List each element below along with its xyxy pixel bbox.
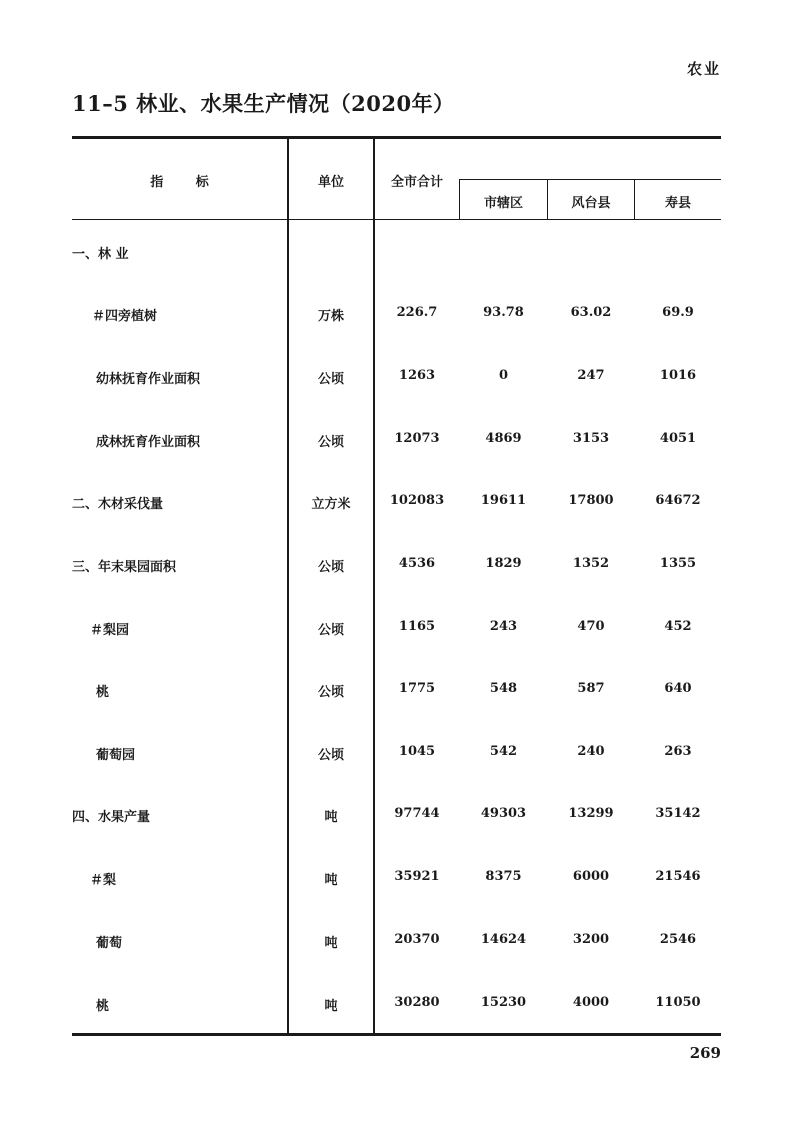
row-county-1-value: 240 — [577, 744, 605, 759]
row-label: 桃 — [96, 999, 110, 1014]
table-row — [72, 869, 721, 889]
row-label: ＃梨园 — [90, 623, 130, 638]
row-county-1-value: 470 — [577, 619, 605, 634]
row-district-value: 4869 — [485, 431, 522, 446]
row-county-2-value: 640 — [664, 681, 692, 696]
row-unit: 吨 — [324, 999, 338, 1014]
header-bottom-rule — [72, 219, 721, 220]
row-total: 4536 — [398, 556, 436, 571]
table-row — [72, 619, 721, 639]
row-label: 桃 — [96, 685, 110, 700]
row-county-1-value: 247 — [577, 368, 605, 383]
row-district-value: 548 — [489, 681, 518, 696]
header-county-2: 寿县 — [664, 196, 691, 211]
header-district: 市辖区 — [483, 196, 523, 211]
row-county-2-value: 21546 — [655, 869, 701, 884]
row-district-value: 0 — [498, 368, 509, 383]
table-row — [72, 681, 721, 701]
header-total: 全市合计 — [390, 175, 443, 190]
section-label: 农业 — [686, 60, 721, 78]
page-number: 269 — [689, 1044, 721, 1062]
row-county-2-value: 1355 — [659, 556, 697, 571]
row-unit: 公顷 — [317, 435, 344, 450]
row-label: 一、林 业 — [72, 247, 129, 262]
row-county-1-value: 63.02 — [570, 305, 612, 320]
header-county-1: 风台县 — [571, 196, 611, 211]
row-district-value: 243 — [489, 619, 518, 634]
column-divider — [287, 138, 289, 1033]
row-total: 226.7 — [396, 305, 438, 320]
row-total: 20370 — [394, 932, 440, 947]
row-total: 102083 — [389, 493, 445, 508]
row-unit: 吨 — [324, 936, 338, 951]
row-county-1-value: 587 — [577, 681, 605, 696]
table-title: 11–5 林业、水果生产情况（2020年） — [72, 91, 455, 116]
table-row — [72, 744, 721, 764]
row-label: 葡萄 — [96, 936, 123, 951]
row-label: 成林抚育作业面积 — [96, 435, 201, 450]
row-district-value: 542 — [489, 744, 518, 759]
row-district-value: 15230 — [480, 995, 527, 1010]
row-label: ＃梨 — [90, 873, 117, 888]
row-label: 四、水果产量 — [72, 810, 151, 825]
row-county-2-value: 1016 — [659, 368, 697, 383]
row-label: 葡萄园 — [96, 748, 136, 763]
header-unit: 单位 — [317, 175, 344, 190]
row-county-1-value: 13299 — [568, 806, 614, 821]
row-district-value: 1829 — [485, 556, 522, 571]
row-unit: 公顷 — [317, 748, 344, 763]
row-county-2-value: 2546 — [659, 932, 697, 947]
table-row — [72, 556, 721, 576]
row-district-value: 8375 — [485, 869, 522, 884]
table-row — [72, 493, 721, 513]
column-divider — [373, 138, 375, 1033]
row-total: 97744 — [394, 806, 440, 821]
row-unit: 公顷 — [317, 685, 344, 700]
row-label: ＃四旁植树 — [92, 309, 158, 324]
row-unit: 公顷 — [317, 372, 344, 387]
row-county-2-value: 64672 — [655, 493, 701, 508]
row-county-1-value: 1352 — [572, 556, 610, 571]
table-row — [72, 305, 721, 325]
row-district-value: 14624 — [480, 932, 527, 947]
row-label: 二、木材采伐量 — [72, 497, 164, 512]
row-county-1-value: 3153 — [572, 431, 610, 446]
row-county-2-value: 452 — [664, 619, 692, 634]
table-row — [72, 368, 721, 388]
row-total: 1263 — [398, 368, 436, 383]
row-county-2-value: 35142 — [655, 806, 701, 821]
table-row — [72, 995, 721, 1015]
row-total: 35921 — [394, 869, 440, 884]
row-district-value: 19611 — [480, 493, 527, 508]
subheader-rule — [459, 179, 721, 180]
row-unit: 吨 — [324, 873, 338, 888]
row-county-1-value: 3200 — [572, 932, 610, 947]
row-unit: 吨 — [324, 810, 338, 825]
header-indicator: 指 标 — [150, 175, 223, 190]
row-district-value: 93.78 — [483, 305, 524, 320]
row-county-2-value: 4051 — [659, 431, 697, 446]
table-top-rule — [72, 136, 721, 139]
table-bottom-rule — [72, 1033, 721, 1036]
row-unit: 万株 — [317, 309, 344, 324]
row-total: 1775 — [398, 681, 436, 696]
row-county-2-value: 69.9 — [662, 305, 694, 320]
table-row — [72, 243, 721, 263]
table-row — [72, 806, 721, 826]
row-county-1-value: 4000 — [572, 995, 610, 1010]
row-district-value: 49303 — [480, 806, 527, 821]
row-label: 幼林抚育作业面积 — [96, 372, 201, 387]
row-total: 12073 — [394, 431, 440, 446]
row-county-1-value: 17800 — [568, 493, 614, 508]
row-county-2-value: 11050 — [655, 995, 701, 1010]
row-total: 1165 — [398, 619, 436, 634]
table-row — [72, 431, 721, 451]
row-unit: 公顷 — [317, 623, 344, 638]
row-unit: 公顷 — [317, 560, 344, 575]
row-label: 三、年末果园面积 — [72, 560, 177, 575]
row-county-1-value: 6000 — [572, 869, 610, 884]
row-county-2-value: 263 — [664, 744, 692, 759]
row-unit: 立方米 — [311, 497, 351, 512]
row-total: 30280 — [394, 995, 440, 1010]
row-total: 1045 — [398, 744, 436, 759]
table-row — [72, 932, 721, 952]
